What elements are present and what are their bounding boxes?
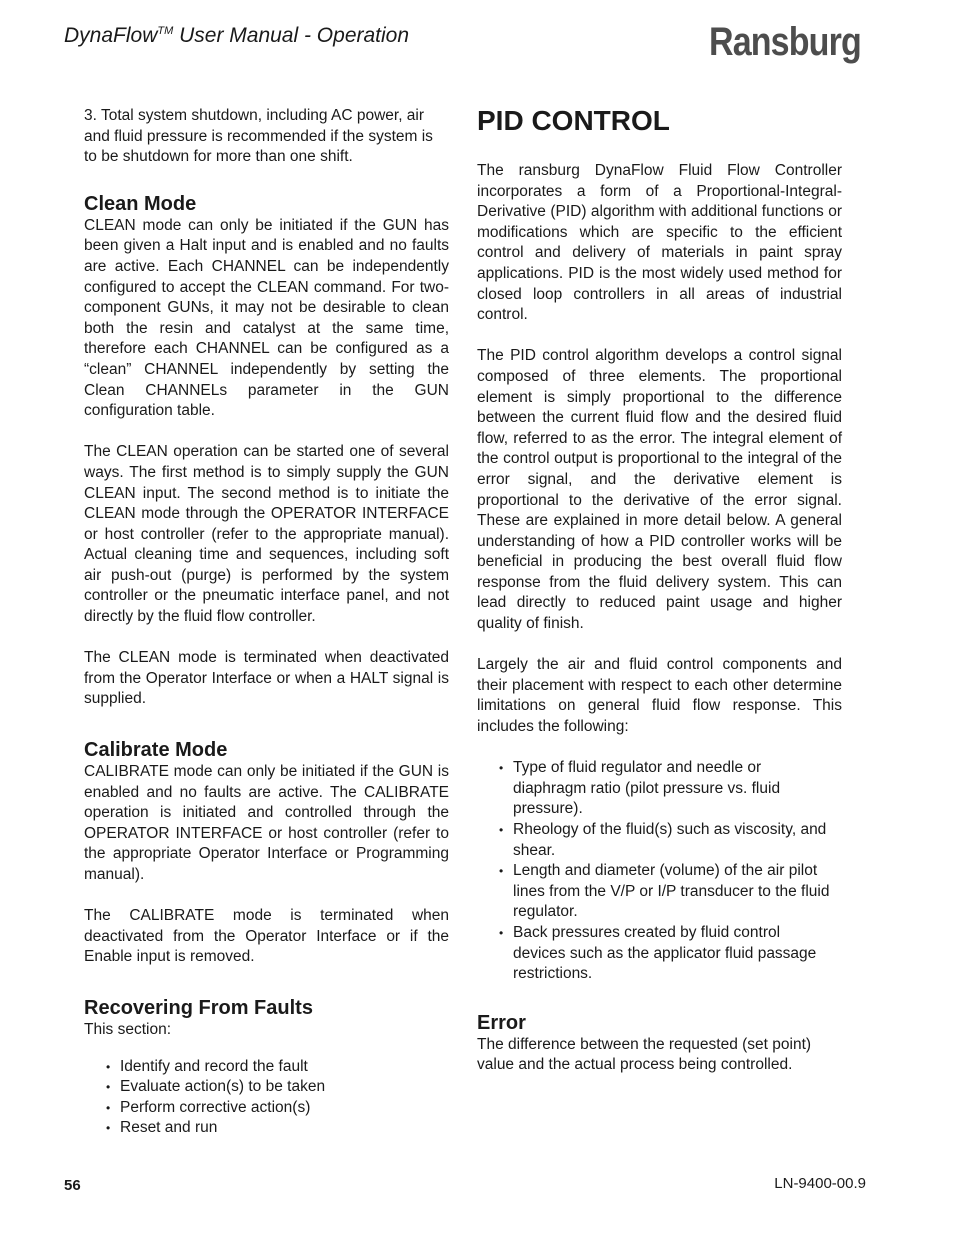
pid-paragraph-2: The PID control algorithm develops a control signal composed of three elements. The proportional element is simply proportional to the difference between the current fluid flow and the desired fluid flow, referred to as the error. The integral element of the control output is proportional to the integral of the error signal, and the derivative element is proportional to the derivative of the error signal. These are explained in more detail below. A general understanding of how a PID controller works will be beneficial in producing the best overall fluid flow response from the fluid delivery system. This can lead directly to reduced paint usage and higher quality of finish. (477, 347, 842, 633)
calibrate-mode-heading: Calibrate Mode (84, 739, 228, 762)
recovering-faults-intro: This section: (84, 1020, 172, 1038)
right-column (477, 101, 842, 1076)
ransburg-logo: Ransburg (709, 20, 861, 64)
list-item: • Evaluate action(s) to be taken (106, 1077, 449, 1098)
page-number: 56 (64, 1177, 81, 1194)
pid-control-heading: PID CONTROL (477, 105, 670, 136)
flow-factors-list (499, 758, 832, 985)
error-heading: Error (477, 1011, 526, 1034)
pid-paragraph-3: Largely the air and fluid control components and their placement with respect to each other determine limitations on general fluid flow response. This includes the following: (477, 656, 842, 736)
pid-paragraph-1: The ransburg DynaFlow Fluid Flow Controller incorporates a form of a Proportional-Integral-Derivative (PID) algorithm with additional functions or modifications which are specific to the efficient control and delivery of materials in paint spray applications. PID is the most widely used method for closed loop controllers in all areas of industrial control. (477, 162, 842, 324)
list-item: • Perform corrective action(s) (106, 1098, 449, 1119)
list-item: • Length and diameter (volume) of the air pilot lines from the V/P or I/P transducer to the fluid regulator. (499, 861, 832, 923)
left-column (84, 106, 449, 1139)
header-title-trademark: TM (157, 25, 174, 37)
calibrate-mode-paragraph-2: The CALIBRATE mode is terminated when deactivated from the Operator Interface or if the Enable input is removed. (84, 907, 449, 966)
page-header-title (64, 24, 409, 48)
header-title-rest: User Manual - Operation (173, 24, 410, 47)
list-item: • Identify and record the fault (106, 1057, 449, 1078)
fault-steps-list (106, 1057, 449, 1139)
document-code: LN-9400-00.9 (774, 1175, 866, 1192)
clean-mode-heading: Clean Mode (84, 192, 197, 215)
list-item: • Back pressures created by fluid control devices such as the applicator fluid passage restrictions. (499, 923, 832, 985)
list-item: • Reset and run (106, 1118, 449, 1139)
error-paragraph: The difference between the requested (set point) value and the actual process being controlled. (477, 1035, 812, 1074)
list-item: • Type of fluid regulator and needle or diaphragm ratio (pilot pressure vs. fluid pressure). (499, 758, 832, 820)
clean-mode-paragraph-1: CLEAN mode can only be initiated if the GUN has been given a Halt input and is enabled and no faults are active. Each CHANNEL can be independently configured to accept the CLEAN command. For two-component GUNs, it may not be desirable to clean both the resin and catalyst at the same time, therefore each CHANNEL can be configured as a “clean” CHANNEL independently by setting the Clean CHANNELs parameter in the GUN configuration table. (84, 216, 449, 420)
clean-mode-paragraph-2: The CLEAN operation can be started one of several ways. The first method is to simply supply the GUN CLEAN input. The second method is to initiate the CLEAN mode through the OPERATOR INTERFACE or host controller (refer to the appropriate manual). Actual cleaning time and sequences, including soft air push-out (purge) is performed by the system controller or the pneumatic interface panel, and not directly by the fluid flow controller. (84, 443, 449, 626)
shutdown-note: 3. Total system shutdown, including AC power, air and fluid pressure is recommended if the system is to be shutdown for more than one shift. (84, 107, 433, 166)
clean-mode-paragraph-3: The CLEAN mode is terminated when deactivated from the Operator Interface or when a HALT signal is supplied. (84, 649, 449, 708)
calibrate-mode-paragraph-1: CALIBRATE mode can only be initiated if the GUN is enabled and no faults are active. The CALIBRATE operation is initiated and controlled through the OPERATOR INTERFACE or host controller (refer to the appropriate Operator Interface or Programming manual). (84, 763, 449, 883)
recovering-faults-heading: Recovering From Faults (84, 996, 313, 1019)
header-title-main: DynaFlow (64, 24, 158, 47)
list-item: • Rheology of the fluid(s) such as viscosity, and shear. (499, 820, 832, 861)
